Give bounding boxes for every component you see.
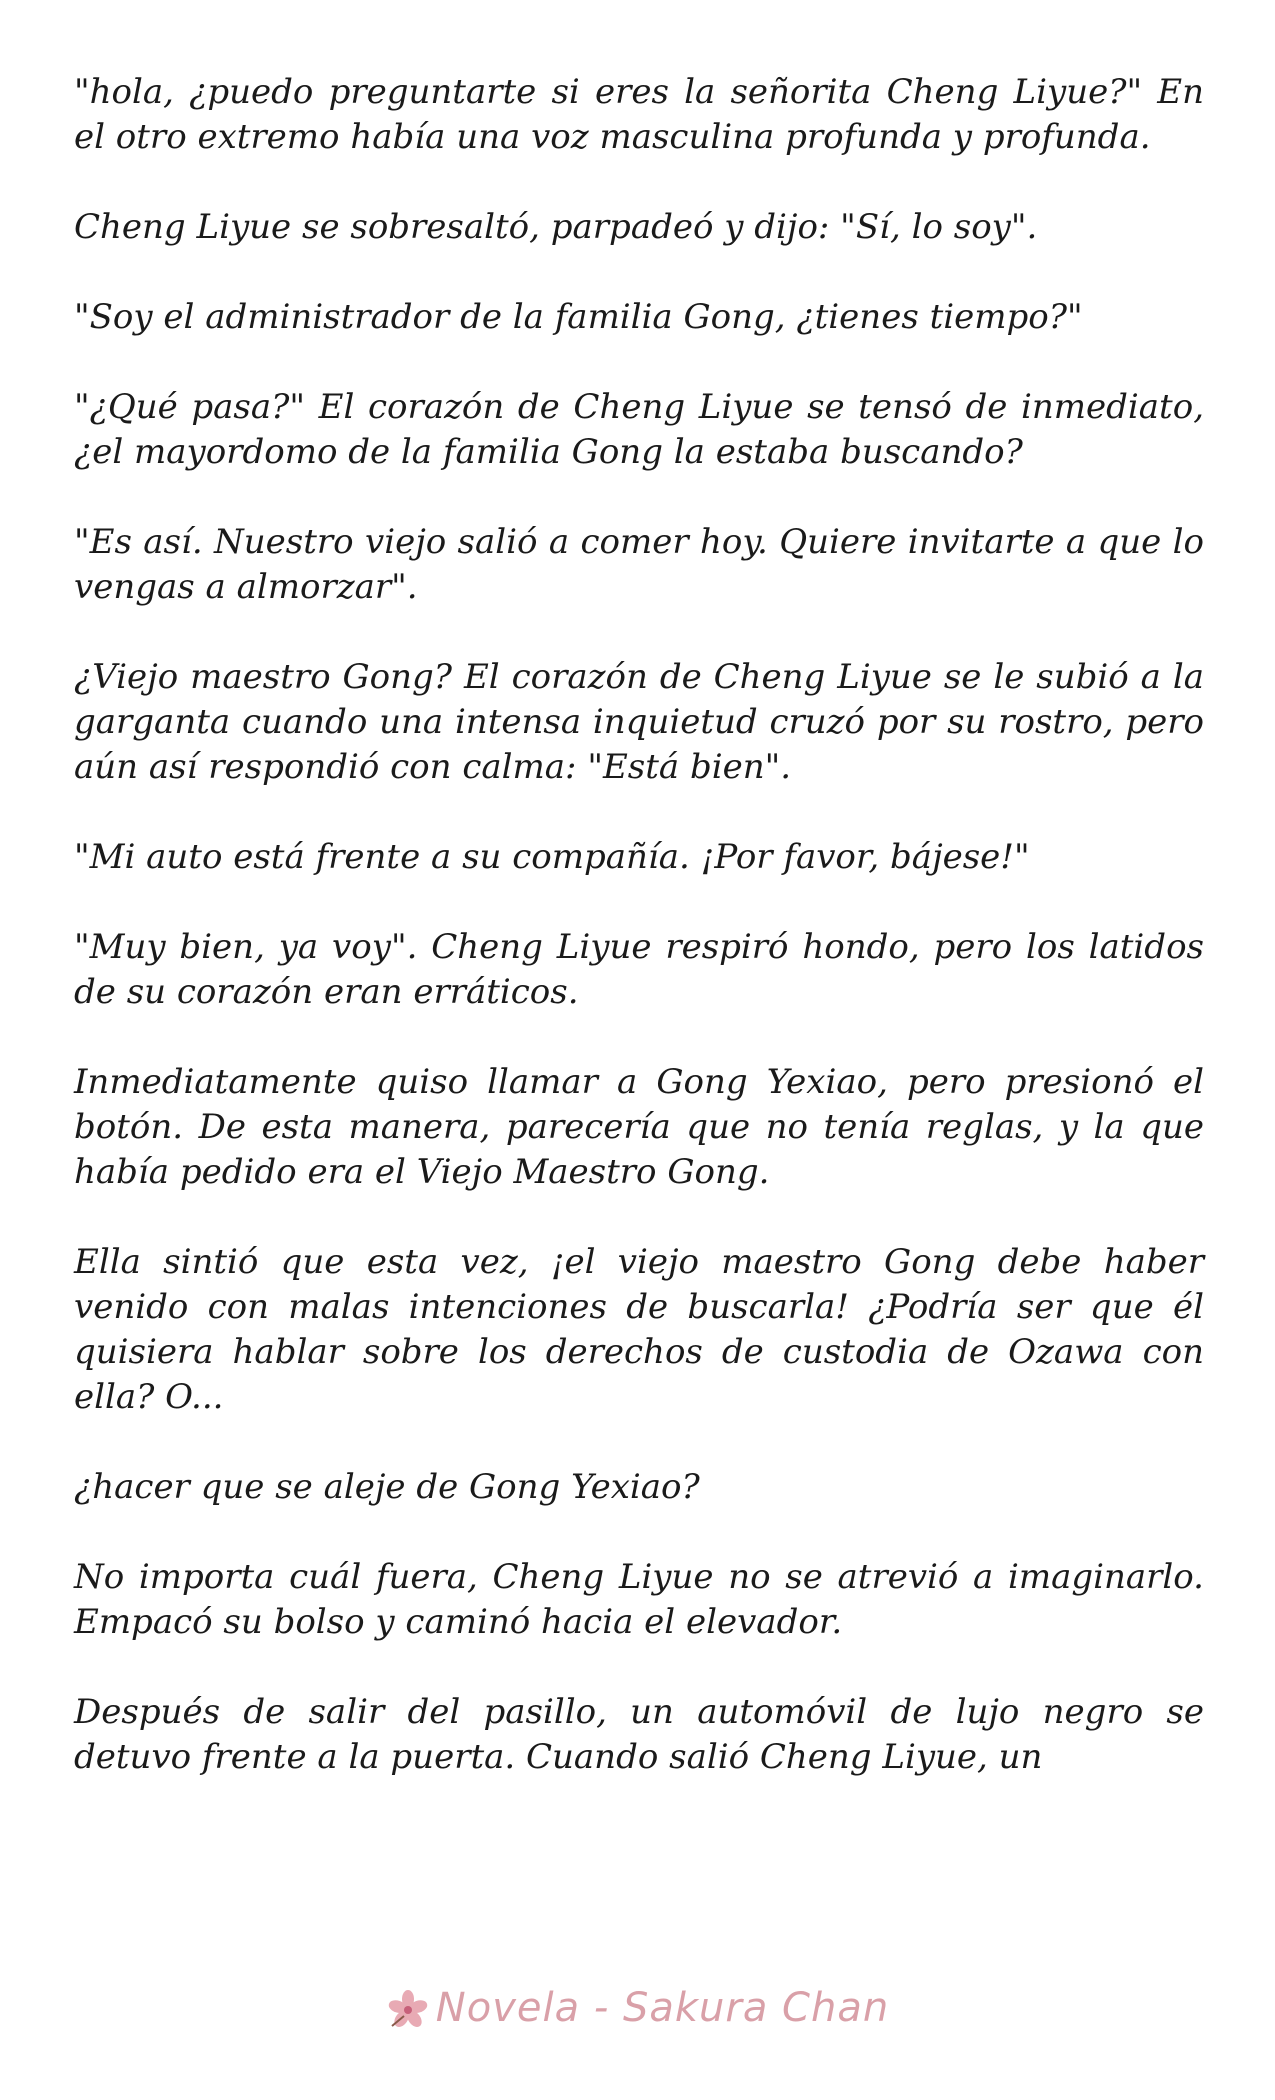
paragraph-3: "Soy el administrador de la familia Gong, ¿tienes tiempo?"	[74, 297, 1083, 337]
watermark-text: Novela - Sakura Chan	[435, 1985, 890, 2031]
novel-page-text	[74, 70, 1204, 1780]
paragraph-8: "Muy bien, ya voy". Cheng Liyue respiró hondo, pero los latidos de su corazón eran erráticos.	[74, 927, 1204, 1012]
paragraph-11: ¿hacer que se aleje de Gong Yexiao?	[74, 1467, 700, 1507]
paragraph-1: "hola, ¿puedo preguntarte si eres la señorita Cheng Liyue?" En el otro extremo había una voz masculina profunda y profunda.	[74, 72, 1204, 157]
paragraph-13: Después de salir del pasillo, un automóvil de lujo negro se detuvo frente a la puerta. Cuando salió Cheng Liyue, un	[74, 1692, 1204, 1777]
paragraph-5: "Es así. Nuestro viejo salió a comer hoy. Quiere invitarte a que lo vengas a almorzar".	[74, 522, 1204, 607]
watermark-footer	[0, 1985, 1275, 2032]
paragraph-12: No importa cuál fuera, Cheng Liyue no se atrevió a imaginarlo. Empacó su bolso y caminó hacia el elevador.	[74, 1557, 1204, 1642]
paragraph-10: Ella sintió que esta vez, ¡el viejo maestro Gong debe haber venido con malas intenciones de buscarla! ¿Podría ser que él quisiera hablar sobre los derechos de custodia de Ozawa con ella? O...	[74, 1242, 1204, 1417]
paragraph-4: "¿Qué pasa?" El corazón de Cheng Liyue se tensó de inmediato, ¿el mayordomo de la familia Gong la estaba buscando?	[74, 387, 1204, 472]
paragraph-9: Inmediatamente quiso llamar a Gong Yexiao, pero presionó el botón. De esta manera, parecería que no tenía reglas, y la que había pedido era el Viejo Maestro Gong.	[74, 1062, 1204, 1192]
paragraph-6: ¿Viejo maestro Gong? El corazón de Cheng Liyue se le subió a la garganta cuando una intensa inquietud cruzó por su rostro, pero aún así respondió con calma: "Está bien".	[74, 657, 1204, 787]
paragraph-7: "Mi auto está frente a su compañía. ¡Por favor, bájese!"	[74, 837, 1030, 877]
sakura-flower-icon	[386, 1988, 430, 2032]
paragraph-2: Cheng Liyue se sobresaltó, parpadeó y dijo: "Sí, lo soy".	[74, 207, 1038, 247]
